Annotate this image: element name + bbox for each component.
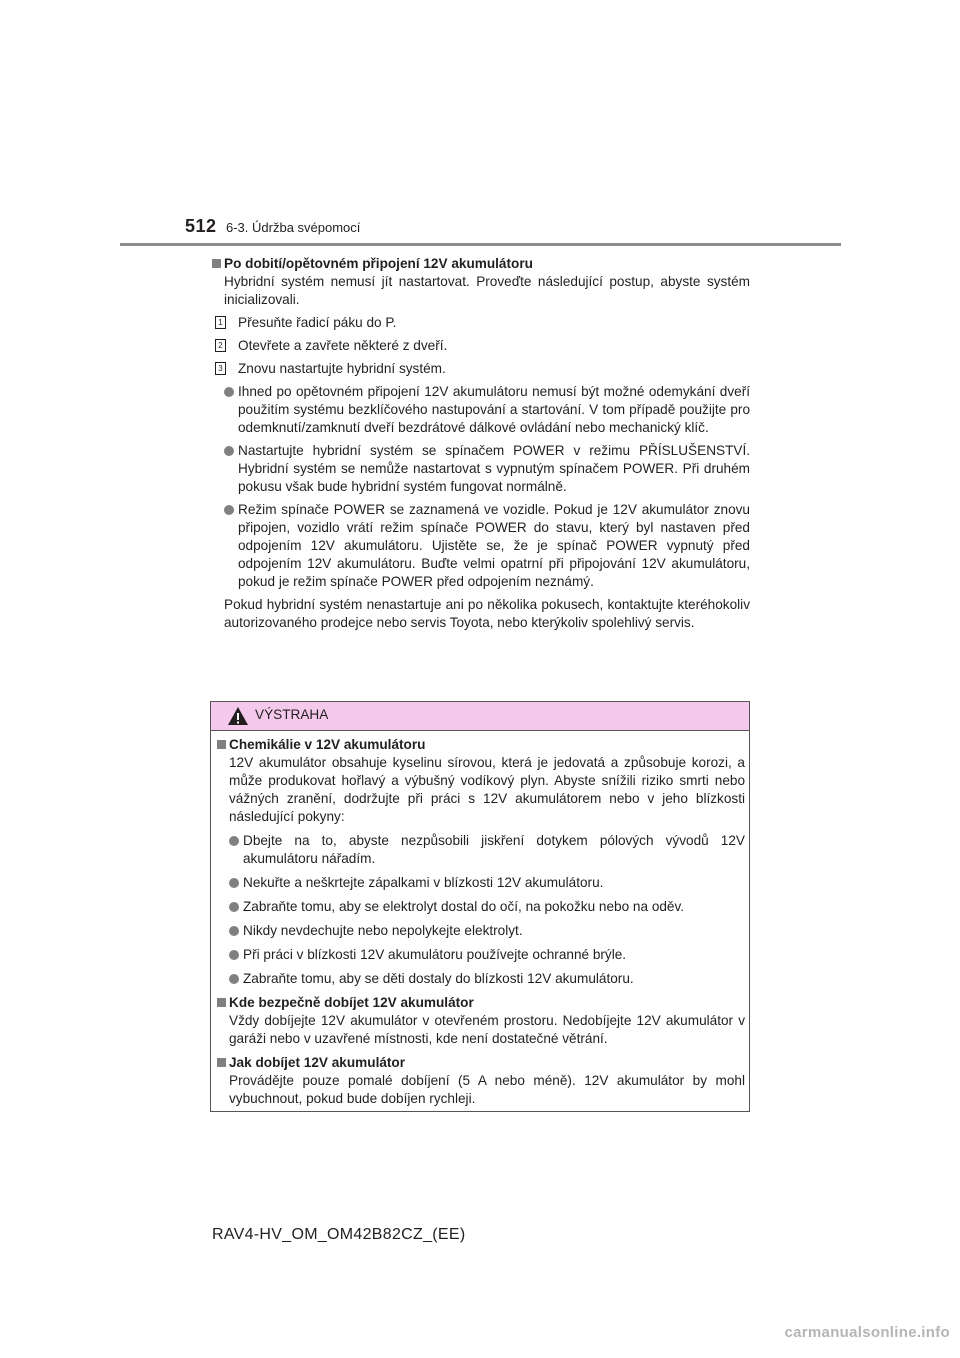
bullet-text: Nekuřte a neškrtejte zápalkami v blízkosti 12V akumulátoru. xyxy=(243,875,604,890)
square-bullet-icon xyxy=(217,1058,226,1067)
main-content xyxy=(210,255,750,632)
step-number-box: 1 xyxy=(215,316,226,329)
warning-header xyxy=(211,702,749,731)
bullet-text: Režim spínače POWER se zaznamená ve vozidle. Pokud je 12V akumulátor znovu připojen, vozidlo vrátí režim spínače POWER do stavu, který byl nastaven před odpojením 12V akumulátoru. Ujistěte se, že je spínač POWER vypnutý před odpojením 12V akumulátoru. Buďte velmi opatrní při připojování 12V akumulátoru, pokud je režim spínače POWER před odpojením neznámý. xyxy=(238,502,750,589)
warning-box xyxy=(210,701,750,1112)
list-item xyxy=(210,501,750,591)
list-item xyxy=(215,922,745,940)
heading-text: Kde bezpečně dobíjet 12V akumulátor xyxy=(229,995,474,1010)
step-item xyxy=(210,314,750,332)
list-item xyxy=(210,383,750,437)
step-text: Přesuňte řadicí páku do P. xyxy=(238,315,397,330)
circle-bullet-icon xyxy=(229,974,239,984)
circle-bullet-icon xyxy=(224,446,234,456)
warning-body xyxy=(215,736,745,1108)
circle-bullet-icon xyxy=(229,926,239,936)
list-item xyxy=(215,898,745,916)
heading-text: Po dobití/opětovném připojení 12V akumulátoru xyxy=(224,256,533,271)
watermark-logo: carmanualsonline.info xyxy=(784,1324,950,1341)
bullet-text: Dbejte na to, abyste nezpůsobili jiskření dotykem pólových vývodů 12V akumulátoru nářadím. xyxy=(243,833,745,866)
circle-bullet-icon xyxy=(224,387,234,397)
warning-section-heading xyxy=(215,1054,745,1072)
list-item xyxy=(215,832,745,868)
list-item xyxy=(210,442,750,496)
page-number: 512 xyxy=(185,216,217,236)
bullet-text: Při práci v blízkosti 12V akumulátoru používejte ochranné brýle. xyxy=(243,947,627,962)
step-text: Otevřete a zavřete některé z dveří. xyxy=(238,338,448,353)
document-id: RAV4-HV_OM_OM42B82CZ_(EE) xyxy=(212,1226,466,1243)
step-text: Znovu nastartujte hybridní systém. xyxy=(238,361,446,376)
step-item xyxy=(210,337,750,355)
bullet-text: Ihned po opětovném připojení 12V akumulátoru nemusí být možné odemykání dveří použitím systému bezklíčového nastupování a startování. V tom případě použijte pro odemknutí/zamknutí dveří bezdrátové dálkové ovládání nebo mechanický klíč. xyxy=(238,384,750,435)
circle-bullet-icon xyxy=(229,950,239,960)
step-item xyxy=(210,360,750,378)
closing-paragraph: Pokud hybridní systém nenastartuje ani po několika pokusech, kontaktujte kteréhokoliv autorizovaného prodejce nebo servis Toyota, nebo kterýkoliv spolehlivý servis. xyxy=(224,597,750,630)
header-divider xyxy=(120,243,841,246)
warning-title: VÝSTRAHA xyxy=(255,707,329,722)
circle-bullet-icon xyxy=(224,505,234,515)
circle-bullet-icon xyxy=(229,902,239,912)
section-heading xyxy=(210,255,750,273)
list-item xyxy=(215,970,745,988)
bullet-text: Zabraňte tomu, aby se děti dostaly do blízkosti 12V akumulátoru. xyxy=(243,971,634,986)
list-item xyxy=(215,946,745,964)
section-title: 6-3. Údržba svépomocí xyxy=(226,220,361,235)
circle-bullet-icon xyxy=(229,878,239,888)
step-number-box: 3 xyxy=(215,362,226,375)
bullet-text: Zabraňte tomu, aby se elektrolyt dostal do očí, na pokožku nebo na oděv. xyxy=(243,899,685,914)
step-number-box: 2 xyxy=(215,339,226,352)
warning-paragraph: Vždy dobíjejte 12V akumulátor v otevřeném prostoru. Nedobíjejte 12V akumulátor v garáži nebo v uzavřené místnosti, kde není dostatečné větrání. xyxy=(229,1013,745,1046)
heading-text: Jak dobíjet 12V akumulátor xyxy=(229,1055,406,1070)
heading-text: Chemikálie v 12V akumulátoru xyxy=(229,737,426,752)
bullet-text: Nikdy nevdechujte nebo nepolykejte elektrolyt. xyxy=(243,923,523,938)
warning-triangle-icon xyxy=(227,706,249,726)
square-bullet-icon xyxy=(212,259,221,268)
square-bullet-icon xyxy=(217,998,226,1007)
intro-paragraph: Hybridní systém nemusí jít nastartovat. Proveďte následující postup, abyste systém inicializovali. xyxy=(224,274,750,307)
warning-section-heading xyxy=(215,994,745,1012)
warning-paragraph: Provádějte pouze pomalé dobíjení (5 A nebo méně). 12V akumulátor by mohl vybuchnout, pokud bude dobíjen rychleji. xyxy=(229,1073,745,1106)
warning-section-heading xyxy=(215,736,745,754)
bullet-text: Nastartujte hybridní systém se spínačem POWER v režimu PŘÍSLUŠENSTVÍ. Hybridní systém se nemůže nastartovat s vypnutým spínačem POWER. Při druhém pokusu však bude hybridní systém fungovat normálně. xyxy=(238,443,750,494)
square-bullet-icon xyxy=(217,740,226,749)
list-item xyxy=(215,874,745,892)
warning-paragraph: 12V akumulátor obsahuje kyselinu sírovou, která je jedovatá a způsobuje korozi, a může produkovat hořlavý a výbušný vodíkový plyn. Abyste snížili riziko smrti nebo vážných zranění, dodržujte při práci s 12V akumulátorem nebo v jeho blízkosti následující pokyny: xyxy=(229,755,745,824)
circle-bullet-icon xyxy=(229,836,239,846)
